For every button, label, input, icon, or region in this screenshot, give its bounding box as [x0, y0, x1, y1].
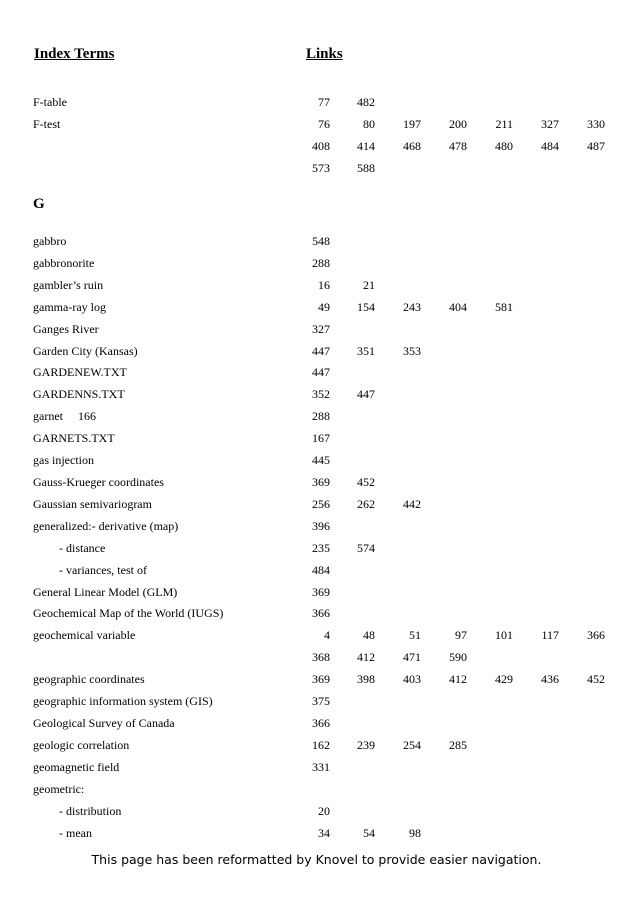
page-link[interactable]: 452 — [357, 475, 375, 489]
index-term: geographic coordinates — [33, 672, 145, 686]
page-link[interactable]: 366 — [587, 628, 605, 642]
index-term: Garden City (Kansas) — [33, 344, 138, 358]
index-row — [0, 604, 633, 622]
page-link[interactable]: 484 — [541, 139, 559, 153]
index-row — [0, 539, 633, 557]
index-term: gambler’s ruin — [33, 278, 104, 292]
index-term: geomagnetic field — [33, 760, 120, 774]
page-link[interactable]: 97 — [455, 628, 467, 642]
page-link[interactable]: 429 — [495, 672, 513, 686]
index-row — [0, 517, 633, 535]
index-term: geographic information system (GIS) — [33, 694, 213, 708]
page-link[interactable]: 445 — [312, 453, 330, 467]
index-term: generalized:- derivative (map) — [33, 519, 179, 533]
index-row — [0, 451, 633, 469]
page-link[interactable]: 288 — [312, 256, 330, 270]
page-link[interactable]: 352 — [312, 387, 330, 401]
index-term: gabbronorite — [33, 256, 95, 270]
index-row — [0, 363, 633, 381]
index-term: Ganges River — [33, 322, 99, 336]
index-row — [0, 670, 633, 688]
page-link[interactable]: 353 — [403, 344, 421, 358]
index-term: F-test — [33, 117, 61, 131]
page-link[interactable]: 414 — [357, 139, 375, 153]
page-link[interactable]: 478 — [449, 139, 467, 153]
index-row — [0, 93, 633, 111]
page-link[interactable]: 447 — [357, 387, 375, 401]
index-row — [0, 115, 633, 133]
page-link[interactable]: 366 — [312, 716, 330, 730]
index-row — [0, 254, 633, 272]
page-link[interactable]: 49 — [318, 300, 330, 314]
page-link[interactable]: 54 — [363, 826, 375, 840]
page-link[interactable]: 369 — [312, 475, 330, 489]
page-link[interactable]: 331 — [312, 760, 330, 774]
index-row — [0, 648, 633, 666]
page-link[interactable]: 254 — [403, 738, 421, 752]
page-link[interactable]: 200 — [449, 117, 467, 131]
page-link[interactable]: 162 — [312, 738, 330, 752]
index-term: - variances, test of — [59, 563, 147, 577]
page-link[interactable]: 588 — [357, 161, 375, 175]
page-link[interactable]: 77 — [318, 95, 330, 109]
index-row — [0, 802, 633, 820]
page-link[interactable]: 330 — [587, 117, 605, 131]
page-link[interactable]: 20 — [318, 804, 330, 818]
page-link[interactable]: 412 — [357, 650, 375, 664]
page-link[interactable]: 117 — [541, 628, 559, 642]
index-term: - distribution — [59, 804, 122, 818]
index-term: geochemical variable — [33, 628, 136, 642]
index-row — [0, 320, 633, 338]
index-term: Gauss-Krueger coordinates — [33, 475, 164, 489]
page-link[interactable]: 396 — [312, 519, 330, 533]
index-term: GARDENEW.TXT — [33, 365, 127, 379]
page-link[interactable]: 235 — [312, 541, 330, 555]
page-link[interactable]: 285 — [449, 738, 467, 752]
page-link[interactable]: 480 — [495, 139, 513, 153]
page-link[interactable]: 482 — [357, 95, 375, 109]
index-term: gabbro — [33, 234, 67, 248]
index-row — [0, 342, 633, 360]
page-link[interactable]: 197 — [403, 117, 421, 131]
page-link[interactable]: 548 — [312, 234, 330, 248]
page-link[interactable]: 487 — [587, 139, 605, 153]
index-row — [0, 780, 633, 798]
index-row — [0, 824, 633, 842]
page-link[interactable]: 436 — [541, 672, 559, 686]
page-link[interactable]: 80 — [363, 117, 375, 131]
index-term: gas injection — [33, 453, 94, 467]
index-term: General Linear Model (GLM) — [33, 585, 178, 599]
page-link[interactable]: 21 — [363, 278, 375, 292]
index-term: Gaussian semivariogram — [33, 497, 152, 511]
page-link[interactable]: 447 — [312, 344, 330, 358]
index-term: - distance — [59, 541, 106, 555]
page-link[interactable]: 369 — [312, 585, 330, 599]
index-term: geometric: — [33, 782, 85, 796]
index-term: Geochemical Map of the World (IUGS) — [33, 606, 224, 620]
index-row — [0, 159, 633, 177]
page-link[interactable]: 256 — [312, 497, 330, 511]
index-row — [0, 276, 633, 294]
page-link[interactable]: 471 — [403, 650, 421, 664]
page-link[interactable]: 590 — [449, 650, 467, 664]
index-term: - mean — [59, 826, 92, 840]
index-row — [0, 137, 633, 155]
index-row — [0, 758, 633, 776]
index-terms-header: Index Terms — [34, 46, 115, 62]
index-row — [0, 736, 633, 754]
index-row — [0, 626, 633, 644]
page-link[interactable]: 239 — [357, 738, 375, 752]
page-link[interactable]: 48 — [363, 628, 375, 642]
page-link[interactable]: 76 — [318, 117, 330, 131]
page-link[interactable]: 408 — [312, 139, 330, 153]
page-link[interactable]: 327 — [312, 322, 330, 336]
page-link[interactable]: 412 — [449, 672, 467, 686]
page-link[interactable]: 351 — [357, 344, 375, 358]
index-term: Geological Survey of Canada — [33, 716, 175, 730]
index-term: F-table — [33, 95, 67, 109]
page-link[interactable]: 366 — [312, 606, 330, 620]
page-link[interactable]: 51 — [409, 628, 421, 642]
index-row — [0, 407, 633, 425]
page-link[interactable]: 154 — [357, 300, 375, 314]
page-link[interactable]: 574 — [357, 541, 375, 555]
page-link[interactable]: 243 — [403, 300, 421, 314]
index-row — [0, 561, 633, 579]
index-term: GARDENNS.TXT — [33, 387, 125, 401]
page-link[interactable]: 447 — [312, 365, 330, 379]
page-link[interactable]: 369 — [312, 672, 330, 686]
page-link[interactable]: 573 — [312, 161, 330, 175]
page-link[interactable]: 404 — [449, 300, 467, 314]
page-link[interactable]: 484 — [312, 563, 330, 577]
page-link[interactable]: 398 — [357, 672, 375, 686]
index-row — [0, 583, 633, 601]
index-term: geologic correlation — [33, 738, 130, 752]
page-link[interactable]: 4 — [324, 628, 330, 642]
page-link[interactable]: 375 — [312, 694, 330, 708]
page-link[interactable]: 98 — [409, 826, 421, 840]
page-link[interactable]: 101 — [495, 628, 513, 642]
page-link[interactable]: 468 — [403, 139, 421, 153]
page-link[interactable]: 211 — [495, 117, 513, 131]
index-row — [0, 495, 633, 513]
page-link[interactable]: 442 — [403, 497, 421, 511]
page-link[interactable]: 368 — [312, 650, 330, 664]
index-row — [0, 298, 633, 316]
section-letter-label: G — [33, 196, 45, 212]
page-link[interactable]: 167 — [312, 431, 330, 445]
index-row — [0, 429, 633, 447]
page-link[interactable]: 452 — [587, 672, 605, 686]
page-link[interactable]: 581 — [495, 300, 513, 314]
index-row — [0, 714, 633, 732]
page-link[interactable]: 403 — [403, 672, 421, 686]
footer-note: This page has been reformatted by Knovel to provide easier navigation. — [91, 852, 542, 867]
index-term: gamma-ray log — [33, 300, 106, 314]
page-link[interactable]: 34 — [318, 826, 330, 840]
index-row — [0, 232, 633, 250]
section-letter — [0, 195, 633, 213]
page-link[interactable]: 262 — [357, 497, 375, 511]
page-link[interactable]: 327 — [541, 117, 559, 131]
index-row — [0, 385, 633, 403]
index-row — [0, 692, 633, 710]
links-header: Links — [306, 46, 343, 62]
index-row — [0, 473, 633, 491]
page-link[interactable]: 288 — [312, 409, 330, 423]
index-term: garnet 166 — [33, 409, 96, 423]
index-term: GARNETS.TXT — [33, 431, 115, 445]
page-link[interactable]: 16 — [318, 278, 330, 292]
